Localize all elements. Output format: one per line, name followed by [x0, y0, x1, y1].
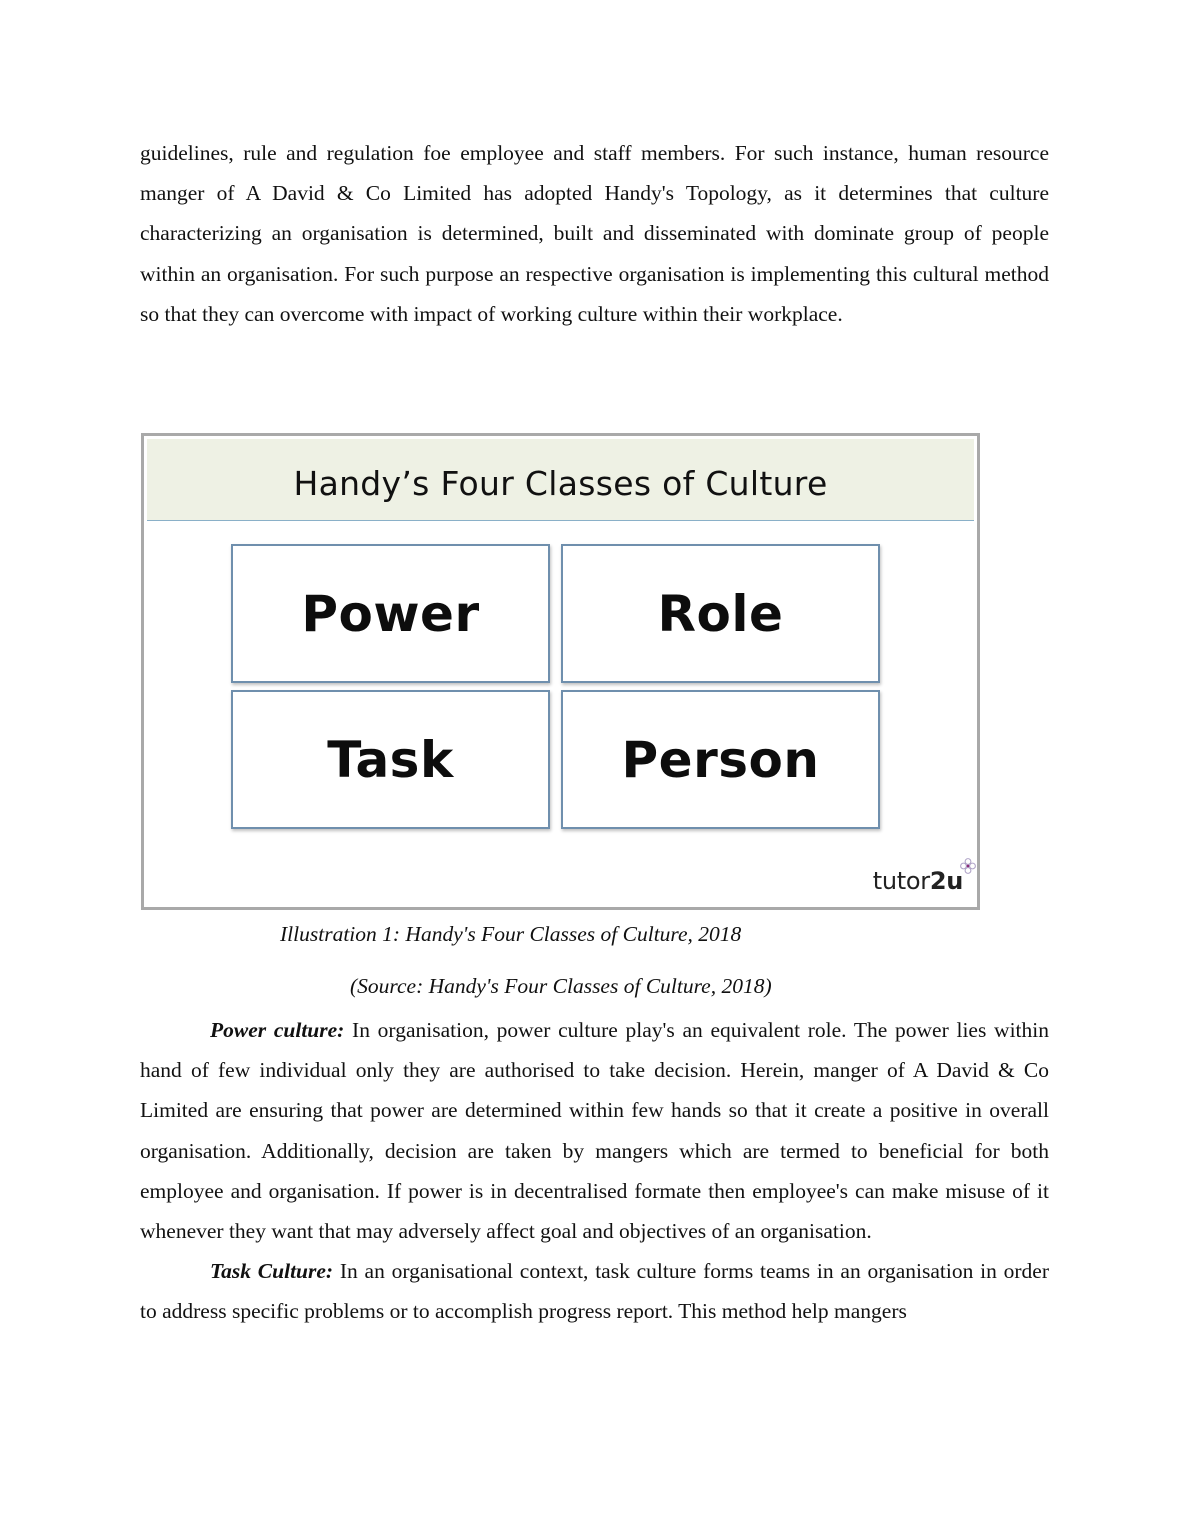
logo-flower-icon: [959, 857, 977, 875]
culture-cell-person: Person: [561, 690, 880, 829]
task-culture-text: In an organisational context, task culture forms teams in an organisation in order to address specific problems or to accomplish progress report. This method help mangers: [140, 1259, 1049, 1324]
intro-block: [140, 133, 1049, 334]
power-culture-heading: Power culture:: [210, 1018, 345, 1042]
intro-paragraph: guidelines, rule and regulation foe employee and staff members. For such instance, human resource manger of A David & Co Limited has adopted Handy's Topology, as it determines that culture characterizing an organisation is determined, built and disseminated with dominate group of people within an organisation. For such purpose an respective organisation is implementing this cultural method so that they can overcome with impact of working culture within their workplace.: [140, 141, 1049, 326]
tutor2u-logo: [873, 867, 963, 895]
culture-cell-role: Role: [561, 544, 880, 683]
figure-caption: Illustration 1: Handy's Four Classes of Culture, 2018: [280, 922, 742, 946]
culture-figure: [141, 433, 980, 910]
figure-source: (Source: Handy's Four Classes of Culture, 2018): [350, 974, 772, 998]
body-block: [140, 1010, 1049, 1332]
task-culture-paragraph: [140, 1251, 1049, 1331]
logo-text-bold: 2u: [929, 867, 963, 895]
figure-header: [147, 439, 974, 521]
culture-cell-task: Task: [231, 690, 550, 829]
power-culture-paragraph: [140, 1010, 1049, 1251]
logo-text-regular: tutor: [872, 867, 930, 895]
power-culture-text: In organisation, power culture play's an equivalent role. The power lies within hand of few individual only they are authorised to take decision. Herein, manger of A David & Co Limited are ensuring that power are determined within few hands so that it create a positive in overall organisation. Additionally, decision are taken by mangers which are termed to beneficial for both employee and organisation. If power is in decentralised formate then employee's can make misuse of it whenever they want that may adversely affect goal and objectives of an organisation.: [140, 1018, 1049, 1244]
figure-title: Handy’s Four Classes of Culture: [293, 464, 828, 503]
culture-cell-power: Power: [231, 544, 550, 683]
task-culture-heading: Task Culture:: [210, 1259, 334, 1284]
